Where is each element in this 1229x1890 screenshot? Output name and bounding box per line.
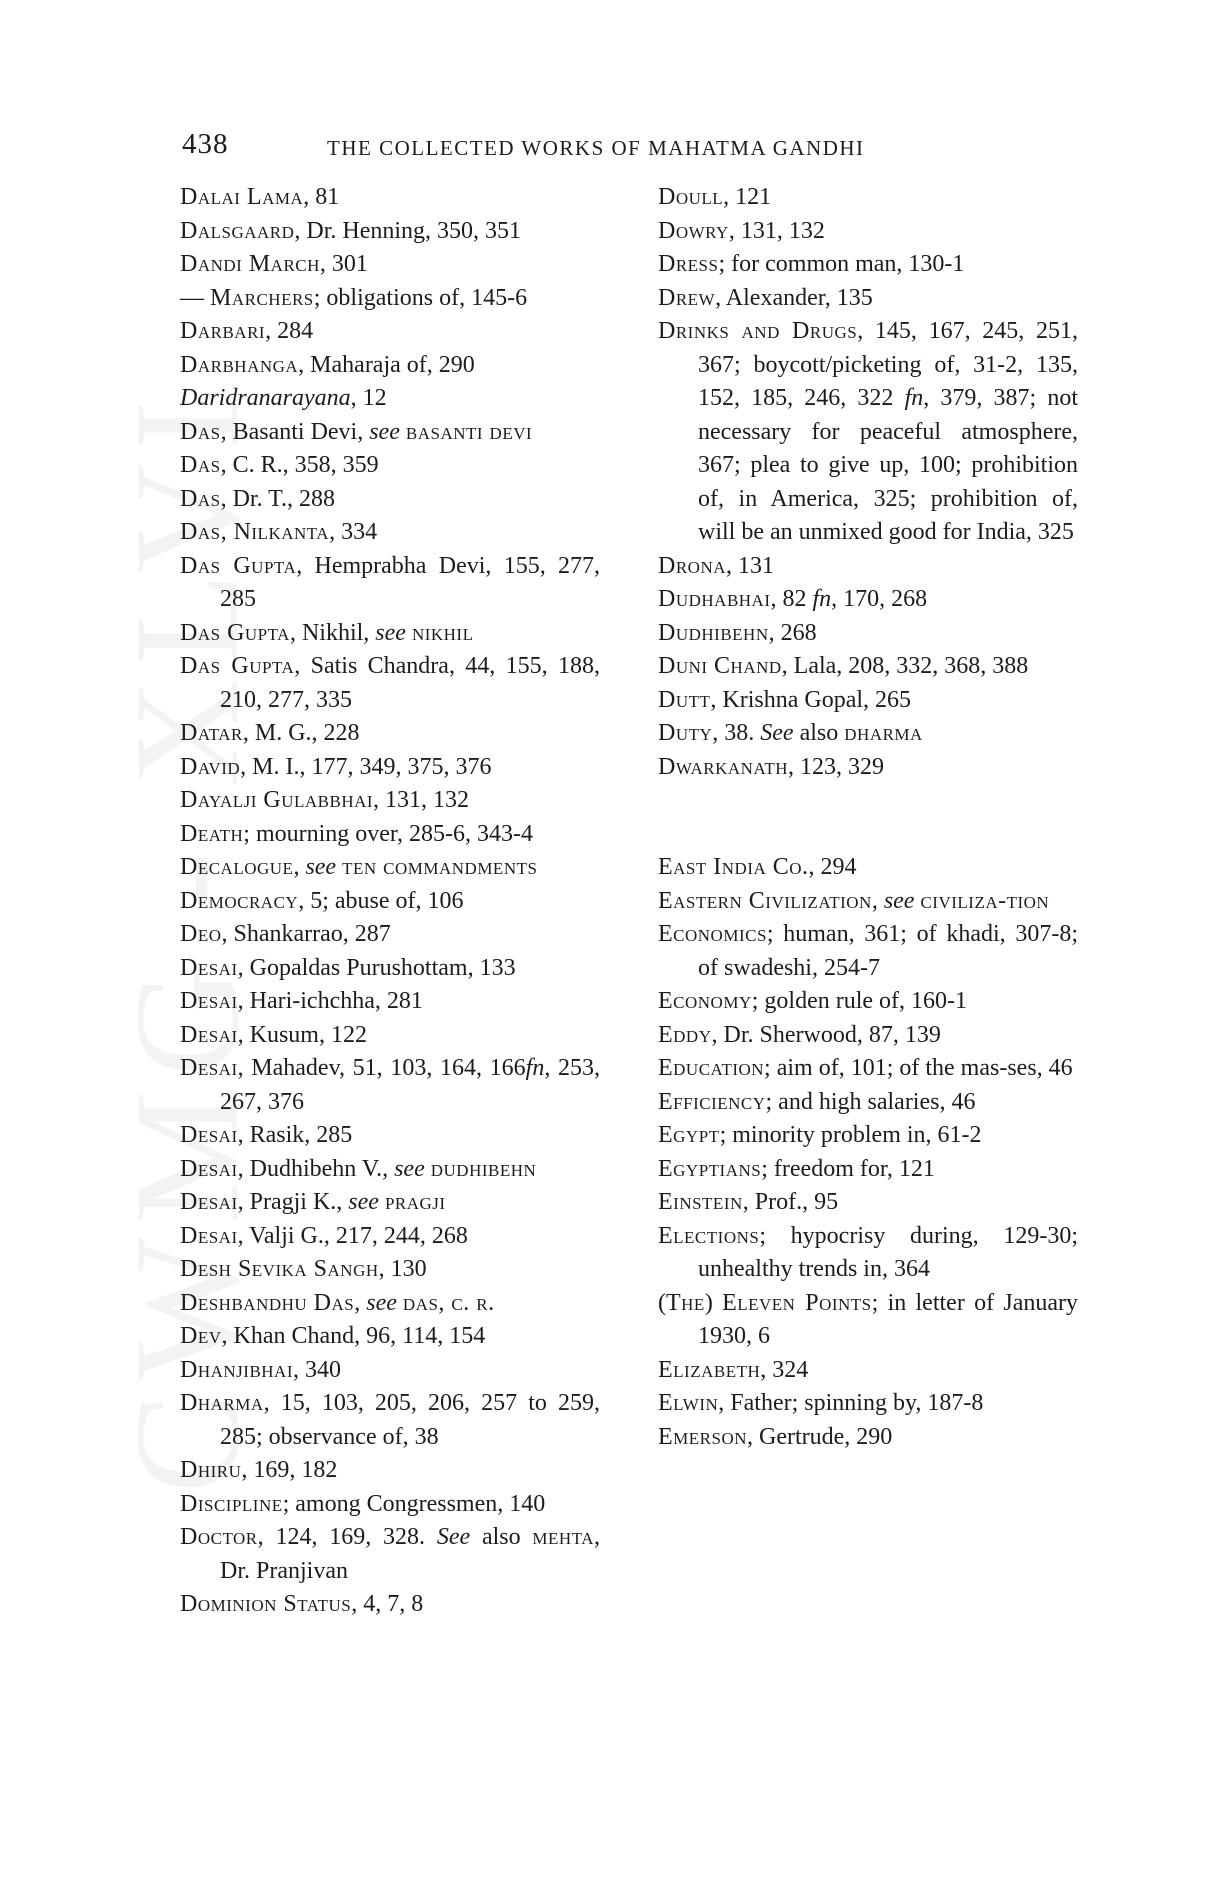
entry-heading: Elections: [658, 1222, 760, 1249]
entry-heading: Marchers: [210, 284, 314, 311]
entry-heading: Dhanjibhai: [180, 1356, 293, 1383]
index-section-d: [658, 181, 1078, 784]
index-entry: [658, 1220, 1078, 1287]
entry-heading: Democracy: [180, 887, 299, 914]
index-entry: [658, 985, 1078, 1019]
entry-heading: Dowry: [658, 217, 729, 244]
entry-text: , 294: [808, 854, 857, 880]
entry-text: , Basanti Devi,: [220, 418, 370, 445]
entry-text: ; for common man, 130-1: [718, 251, 965, 277]
entry-heading: Darbari: [180, 318, 266, 344]
entry-text: , 284: [265, 318, 314, 344]
index-entry: [180, 985, 600, 1019]
running-head: [182, 128, 1079, 168]
index-entry: [180, 1387, 600, 1454]
index-entry: [180, 1253, 600, 1287]
entry-heading: Eddy: [658, 1021, 712, 1048]
index-entry: [658, 1387, 1078, 1421]
entry-heading: Deo: [180, 921, 222, 947]
entry-heading: Deshbandhu Das: [180, 1289, 355, 1316]
entry-text: , 131: [726, 552, 775, 579]
entry-text: , Rasik, 285: [237, 1122, 353, 1148]
entry-italic-text: see: [348, 1189, 379, 1215]
index-entry: [658, 918, 1078, 985]
entry-text: , 170, 268: [831, 586, 928, 612]
index-entry: [180, 483, 600, 517]
index-entry: [180, 1588, 600, 1622]
entry-heading: Egyptians: [658, 1155, 762, 1182]
entry-heading: Decalogue: [180, 854, 294, 880]
entry-text: ; hypocrisy during, 129-30; unhealthy trends in, 364: [698, 1222, 1078, 1282]
entry-text: , 121: [723, 184, 772, 210]
entry-text: , Dr. T., 288: [220, 485, 336, 512]
entry-heading: Eastern Civilization: [658, 887, 872, 914]
index-entry: [658, 1019, 1078, 1053]
entry-heading: civiliza-tion: [920, 887, 1050, 914]
entry-text: ; in letter of January 1930, 6: [698, 1289, 1078, 1349]
entry-heading: Discipline: [180, 1490, 283, 1517]
entry-heading: Eleven Points: [722, 1289, 872, 1316]
entry-text: , 15, 103, 205, 206, 257 to 259, 285; observance of, 38: [220, 1390, 600, 1450]
entry-text: ): [704, 1289, 723, 1316]
entry-heading: Drew: [658, 284, 716, 311]
entry-heading: Das Gupta: [180, 653, 295, 679]
entry-text: ; among Congressmen, 140: [282, 1490, 546, 1517]
entry-heading: basanti devi: [405, 418, 533, 445]
entry-text: , 340: [293, 1356, 341, 1383]
entry-heading: dharma: [844, 720, 923, 746]
entry-heading: Economics: [658, 921, 767, 947]
entry-text: , Hari-ichchha, 281: [237, 988, 423, 1014]
entry-italic-text: see: [394, 1155, 425, 1182]
entry-heading: Das Gupta: [180, 552, 297, 579]
entry-heading: ten commandments: [342, 854, 538, 880]
index-entry: [658, 550, 1078, 584]
entry-heading: Death: [180, 820, 244, 847]
entry-text: , M. I., 177, 349, 375, 376: [240, 753, 492, 780]
index-entry: [180, 1320, 600, 1354]
entry-heading: Das, Nilkanta: [180, 519, 330, 545]
index-entry: [180, 550, 600, 617]
entry-italic-text: See: [436, 1524, 471, 1550]
entry-heading: Desai: [180, 954, 238, 981]
entry-heading: Emerson: [658, 1423, 748, 1450]
index-entry: [180, 1052, 600, 1119]
entry-text: , 124, 169, 328.: [257, 1524, 437, 1550]
index-entry: [180, 282, 600, 316]
entry-heading: Duni Chand: [658, 653, 782, 679]
entry-italic-text: fn: [525, 1055, 545, 1081]
index-entry: [180, 617, 600, 651]
entry-text: , 379, 387; not necessary for peaceful atmosphere, 367; plea to give up, 100; prohibition of, in America, 325; prohibition of, will be an unmixed good for India, 325: [698, 385, 1078, 545]
entry-text: , Prof., 95: [742, 1189, 839, 1215]
entry-italic-text: Daridranarayana: [180, 385, 351, 411]
index-entry: [180, 1488, 600, 1522]
index-entry: [180, 1019, 600, 1053]
entry-heading: Desai: [180, 988, 238, 1014]
index-entry: [658, 315, 1078, 550]
entry-text: , Gertrude, 290: [747, 1423, 893, 1450]
entry-text: , Alexander, 135: [715, 284, 873, 311]
entry-heading: Dhiru: [180, 1457, 242, 1483]
running-head-title: THE COLLECTED WORKS OF MAHATMA GANDHI: [327, 136, 865, 160]
index-entry: [658, 650, 1078, 684]
entry-heading: Desai: [180, 1189, 238, 1215]
entry-text: , 4, 7, 8: [351, 1591, 424, 1617]
entry-text: , Satis Chandra, 44, 155, 188, 210, 277, 335: [220, 653, 600, 713]
entry-text: —: [180, 284, 210, 311]
entry-text: ; freedom for, 121: [761, 1155, 935, 1182]
entry-text: , 131, 132: [373, 787, 470, 813]
entry-text: , Shankarrao, 287: [221, 921, 391, 947]
entry-heading: Das: [180, 485, 221, 512]
entry-heading: pragji: [384, 1189, 446, 1215]
entry-heading: Desai: [180, 1155, 238, 1182]
index-entry: [180, 650, 600, 717]
index-entry: [180, 1454, 600, 1488]
index-entry: [180, 1153, 600, 1187]
entry-text: ; aim of, 101; of the mas-ses, 46: [764, 1055, 1073, 1081]
entry-text: , Dr. Sherwood, 87, 139: [711, 1021, 941, 1048]
entry-text: , Dr. Pranjivan: [220, 1524, 600, 1584]
index-entry: [180, 885, 600, 919]
index-entry: [658, 1153, 1078, 1187]
entry-text: , 82: [770, 586, 813, 612]
entry-heading: Egypt: [658, 1122, 720, 1148]
index-entry: [180, 215, 600, 249]
entry-text: , 334: [329, 519, 378, 545]
index-entry: [658, 248, 1078, 282]
index-entry: [658, 751, 1078, 785]
entry-italic-text: see: [883, 887, 915, 914]
entry-text: ; and high salaries, 46: [765, 1088, 976, 1115]
index-entry: [658, 181, 1078, 215]
index-entry: [180, 784, 600, 818]
entry-heading: Dutt: [658, 686, 711, 713]
entry-heading: Das: [180, 418, 221, 445]
index-entry: [180, 1521, 600, 1588]
index-entry: [658, 1421, 1078, 1455]
entry-heading: Datar: [180, 720, 243, 746]
entry-text: also: [470, 1524, 533, 1550]
entry-heading: Doull: [658, 184, 724, 210]
entry-heading: Economy: [658, 988, 752, 1014]
index-entry: [658, 684, 1078, 718]
entry-heading: das, c. r.: [402, 1289, 495, 1316]
index-entry: [180, 751, 600, 785]
entry-heading: Dayalji Gulabbhai: [180, 787, 374, 813]
index-entry: [180, 416, 600, 450]
entry-heading: nikhil: [411, 619, 474, 646]
index-entry: [180, 349, 600, 383]
entry-italic-text: see: [369, 418, 400, 445]
index-entry: [180, 181, 600, 215]
index-entry: [180, 449, 600, 483]
entry-heading: Dudhibehn: [658, 619, 769, 646]
entry-text: , 324: [760, 1356, 809, 1383]
entry-heading: Dominion Status: [180, 1591, 352, 1617]
entry-heading: Desh Sevika Sangh: [180, 1256, 379, 1282]
index-entry: [658, 1119, 1078, 1153]
entry-text: , Kusum, 122: [237, 1021, 367, 1048]
entry-text: , C. R., 358, 359: [220, 452, 379, 478]
entry-text: , 12: [350, 385, 387, 411]
entry-text: , Krishna Gopal, 265: [710, 686, 912, 713]
section-spacer: [658, 784, 1078, 851]
entry-heading: East India Co.: [658, 854, 809, 880]
index-entry: [180, 918, 600, 952]
entry-italic-text: see: [366, 1289, 397, 1316]
index-column-right: [658, 181, 1078, 1454]
entry-text: , Hemprabha Devi, 155, 277, 285: [220, 552, 600, 612]
entry-text: ; minority problem in, 61-2: [719, 1122, 982, 1148]
index-entry: [658, 1287, 1078, 1354]
entry-heading: Desai: [180, 1222, 238, 1249]
entry-text: ,: [293, 854, 306, 880]
entry-text: , 131, 132: [728, 217, 825, 244]
entry-heading: dudhibehn: [430, 1155, 537, 1182]
index-entry: [180, 1354, 600, 1388]
entry-text: , Dudhibehn V.,: [237, 1155, 395, 1182]
entry-text: , 268: [768, 619, 817, 646]
entry-heading: Dudhabhai: [658, 586, 771, 612]
index-entry: [180, 851, 600, 885]
entry-text: , M. G., 228: [242, 720, 360, 746]
entry-italic-text: see: [375, 619, 406, 646]
entry-text: , Valji G., 217, 244, 268: [237, 1222, 468, 1249]
index-entry: [658, 215, 1078, 249]
index-entry: [658, 1186, 1078, 1220]
entry-heading: Dev: [180, 1323, 222, 1349]
entry-heading: The: [666, 1289, 705, 1316]
entry-text: , 253, 267, 376: [220, 1055, 600, 1115]
entry-heading: Einstein: [658, 1189, 743, 1215]
index-entry: [658, 1354, 1078, 1388]
entry-text: , 5; abuse of, 106: [298, 887, 464, 914]
entry-italic-text: fn: [904, 385, 924, 411]
entry-text: , Dr. Henning, 350, 351: [294, 217, 522, 244]
entry-text: , Pragji K.,: [237, 1189, 349, 1215]
index-entry: [180, 248, 600, 282]
entry-heading: Efficiency: [658, 1088, 766, 1115]
index-entry: [180, 382, 600, 416]
entry-heading: Desai: [180, 1122, 238, 1148]
index-entry: [658, 583, 1078, 617]
entry-heading: Dalsgaard: [180, 217, 295, 244]
entry-heading: Das: [180, 452, 221, 478]
entry-heading: Dharma: [180, 1390, 264, 1416]
entry-heading: Das Gupta: [180, 619, 290, 646]
entry-text: , Father; spinning by, 187-8: [718, 1390, 984, 1416]
entry-text: , Khan Chand, 96, 114, 154: [221, 1323, 486, 1349]
entry-text: , 301: [319, 251, 368, 277]
entry-text: , 130: [378, 1256, 427, 1282]
entry-heading: Desai: [180, 1021, 238, 1048]
entry-text: ,: [354, 1289, 367, 1316]
entry-text: , Nikhil,: [289, 619, 376, 646]
entry-text: , Lala, 208, 332, 368, 388: [781, 653, 1029, 679]
page-number: 438: [182, 128, 229, 160]
entry-italic-text: see: [305, 854, 337, 880]
entry-italic-text: fn: [812, 586, 832, 612]
entry-text: also: [793, 720, 845, 746]
entry-text: , Mahadev, 51, 103, 164, 166: [237, 1055, 526, 1081]
entry-italic-text: See: [760, 720, 794, 746]
entry-heading: Darbhanga: [180, 351, 299, 378]
index-entry: [658, 282, 1078, 316]
entry-text: ; obligations of, 145-6: [313, 284, 528, 311]
index-entry: [658, 1086, 1078, 1120]
entry-text: ; golden rule of, 160-1: [751, 988, 968, 1014]
index-entry: [180, 952, 600, 986]
entry-text: ,: [871, 887, 884, 914]
entry-text: , Maharaja of, 290: [298, 351, 475, 378]
index-entry: [180, 818, 600, 852]
index-entry: [180, 1186, 600, 1220]
index-entry: [180, 516, 600, 550]
entry-heading: Dwarkanath: [658, 753, 788, 780]
entry-heading: Desai: [180, 1055, 238, 1081]
entry-heading: Dandi March: [180, 251, 320, 277]
entry-heading: Dalai Lama: [180, 184, 304, 210]
entry-text: , Gopaldas Purushottam, 133: [237, 954, 516, 981]
index-section-e: [658, 851, 1078, 1454]
index-entry: [658, 851, 1078, 885]
entry-text: , 123, 329: [788, 753, 884, 780]
entry-heading: Dress: [658, 251, 719, 277]
entry-heading: Drona: [658, 552, 727, 579]
entry-heading: Elwin: [658, 1390, 719, 1416]
index-entry: [658, 1052, 1078, 1086]
index-entry: [180, 1119, 600, 1153]
index-entry: [658, 617, 1078, 651]
entry-heading: Duty: [658, 720, 713, 746]
entry-text: ; mourning over, 285-6, 343-4: [243, 820, 533, 847]
entry-text: ; human, 361; of khadi, 307-8; of swadeshi, 254-7: [698, 921, 1078, 981]
entry-heading: Drinks and Drugs: [658, 318, 858, 344]
index-entry: [180, 1287, 600, 1321]
entry-text: , 81: [303, 184, 340, 210]
entry-heading: mehta: [532, 1524, 594, 1550]
entry-text: , 38.: [712, 720, 761, 746]
index-entry: [658, 717, 1078, 751]
entry-heading: Elizabeth: [658, 1356, 761, 1383]
entry-text: , 145, 167, 245, 251, 367; boycott/picketing of, 31-2, 135, 152, 185, 246, 322: [698, 318, 1078, 411]
index-entry: [658, 885, 1078, 919]
entry-heading: Education: [658, 1055, 765, 1081]
entry-text: , 169, 182: [241, 1457, 338, 1483]
entry-text: (: [658, 1289, 666, 1316]
index-entry: [180, 717, 600, 751]
index-column-left: [180, 181, 600, 1622]
entry-heading: David: [180, 753, 241, 780]
entry-heading: Doctor: [180, 1524, 258, 1550]
index-entry: [180, 1220, 600, 1254]
index-entry: [180, 315, 600, 349]
